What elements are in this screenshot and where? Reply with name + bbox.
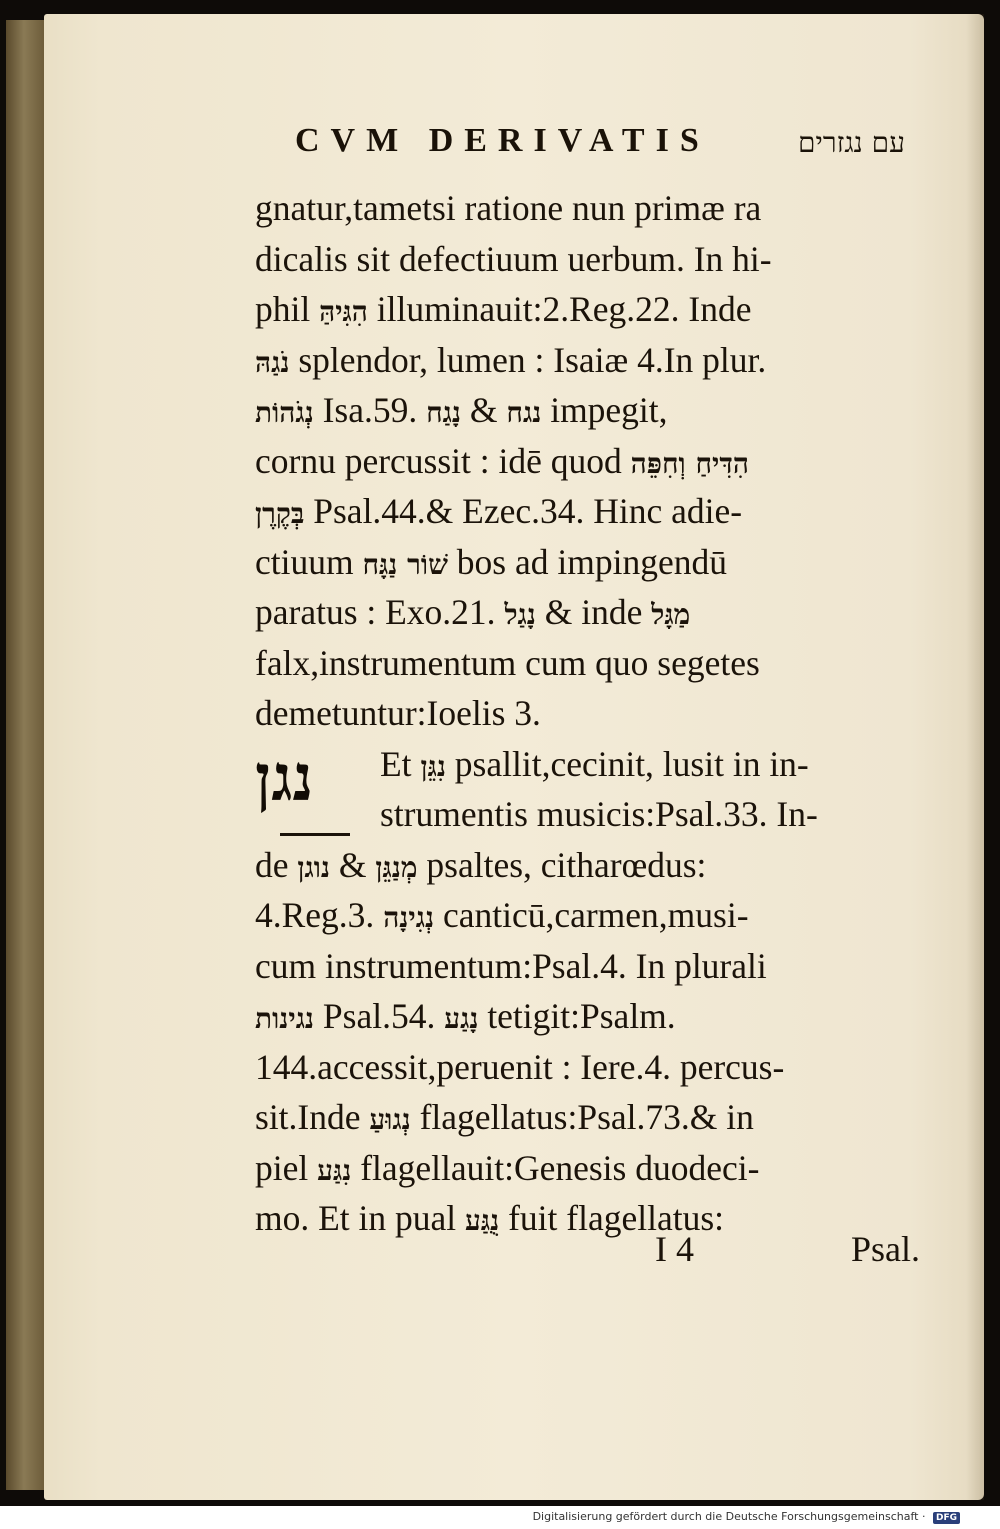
hebrew-word: נָגַח: [426, 396, 462, 429]
running-head: [295, 122, 905, 172]
hebrew-word: נגח: [506, 396, 542, 429]
latin-text: mo. Et in pual: [255, 1198, 466, 1238]
text-line: [255, 1042, 920, 1093]
latin-text: falx,instrumentum cum quo segetes: [255, 642, 760, 683]
latin-text: Isa.59.: [313, 390, 427, 430]
latin-text: bos ad impingendū: [447, 541, 727, 582]
text-line: [255, 486, 920, 537]
latin-text: piel: [255, 1147, 318, 1188]
latin-text: &: [461, 390, 507, 430]
hebrew-word: נֻגַּע: [465, 1204, 500, 1237]
credit-text: Digitalisierung gefördert durch die Deutsche Forschungsgemeinschaft ·: [532, 1510, 926, 1523]
latin-text: fuit flagellatus:: [499, 1198, 725, 1238]
latin-text: gnatur,tametsi ratione nun primæ ra: [255, 188, 762, 228]
hebrew-word: הִגִּיהַּ: [319, 295, 368, 328]
latin-text: psaltes, citharœdus:: [417, 844, 707, 885]
hebrew-word: נְגוּעַ: [369, 1103, 411, 1136]
latin-text: paratus : Exo.21.: [255, 592, 505, 632]
latin-text: flagellauit:Genesis duodeci-: [351, 1147, 760, 1188]
text-line: [255, 587, 920, 638]
hebrew-word: נוגן: [297, 850, 331, 884]
running-head-latin: CVM DERIVATIS: [295, 122, 710, 159]
hebrew-word: נְגֹהוֹת: [255, 396, 314, 429]
text-line: [255, 638, 920, 689]
latin-text: demetuntur:Ioelis 3.: [255, 693, 541, 733]
latin-text: flagellatus:Psal.73.& in: [410, 1097, 754, 1137]
latin-text: illuminauit:2.Reg.22. Inde: [367, 289, 752, 329]
digitization-credit: [533, 1510, 960, 1524]
text-line: [255, 991, 920, 1042]
latin-text: Psal.44.& Ezec.34. Hinc adie-: [304, 491, 743, 531]
latin-text: & inde: [535, 592, 652, 632]
latin-text: splendor, lumen : Isaiæ 4.In plur.: [289, 339, 767, 380]
latin-text: Et: [380, 743, 421, 784]
latin-text: strumentis musicis:Psal.33. In-: [380, 794, 818, 834]
hebrew-word: נֹגַהּ: [255, 345, 290, 379]
latin-text: psallit,cecinit, lusit in in-: [445, 743, 809, 784]
hebrew-word: נָגַע: [444, 1002, 479, 1035]
latin-text: &: [330, 844, 376, 885]
running-head-hebrew: עם נגזרים: [798, 126, 905, 159]
text-block-top: [255, 183, 920, 739]
text-line: [255, 436, 920, 487]
hebrew-word: הִדִּיחַ וְחִפֵּה: [630, 446, 749, 480]
text-line: [255, 941, 920, 992]
latin-text: phil: [255, 289, 320, 329]
text-line: [255, 385, 920, 436]
binding-edge: [6, 20, 46, 1490]
hebrew-word: נְגִינָה: [383, 901, 435, 934]
catchword: Psal.: [850, 1229, 920, 1269]
latin-text: cum instrumentum:Psal.4. In plurali: [255, 945, 767, 986]
hebrew-word: נִגֵּן: [420, 749, 446, 783]
text-line: [255, 1143, 920, 1194]
latin-text: cornu percussit : idē quod: [255, 440, 631, 481]
latin-text: Psal.54.: [314, 996, 445, 1036]
text-line: [255, 688, 920, 739]
latin-text: 4.Reg.3.: [255, 895, 384, 935]
hebrew-word: שׁוֹר נַגָּח: [362, 547, 448, 581]
hebrew-word: נָגַל: [504, 598, 536, 631]
dfg-logo: DFG: [933, 1512, 960, 1524]
latin-text: 144.accessit,peruenit : Iere.4. percus-: [255, 1046, 785, 1087]
latin-text: ctiuum: [255, 541, 363, 582]
text-line: [255, 183, 920, 234]
text-line: [255, 537, 920, 588]
hebrew-word: בְּקֶרֶן: [255, 497, 305, 530]
latin-text: dicalis sit defectiuum uerbum. In hi-: [255, 238, 772, 279]
hebrew-word: נִגַּע: [317, 1153, 352, 1187]
entry-line: [380, 789, 920, 840]
entry-line: [380, 739, 920, 790]
signature-mark: I 4: [655, 1229, 694, 1269]
latin-text: sit.Inde: [255, 1097, 370, 1137]
latin-text: tetigit:Psalm.: [478, 996, 676, 1036]
latin-text: impegit,: [541, 390, 668, 430]
hebrew-word: מְנַגֵּן: [375, 850, 418, 884]
text-line: [255, 335, 920, 386]
headword-drop-cap: נגן: [255, 740, 314, 816]
text-block-bottom: [255, 840, 920, 1244]
latin-text: de: [255, 844, 298, 885]
hebrew-word: מַגָּל: [651, 598, 691, 631]
text-line: [255, 284, 920, 335]
entry-first-lines: [255, 739, 920, 840]
body-text: [255, 183, 920, 1244]
latin-text: canticū,carmen,musi-: [434, 895, 749, 935]
text-line: [255, 840, 920, 891]
text-line: [255, 890, 920, 941]
text-line: [255, 1092, 920, 1143]
hebrew-word: נגינות: [255, 1002, 315, 1035]
headword-underline: [280, 833, 350, 836]
dictionary-entry: [255, 739, 920, 840]
page-footer: [255, 1228, 920, 1278]
text-line: [255, 234, 920, 285]
